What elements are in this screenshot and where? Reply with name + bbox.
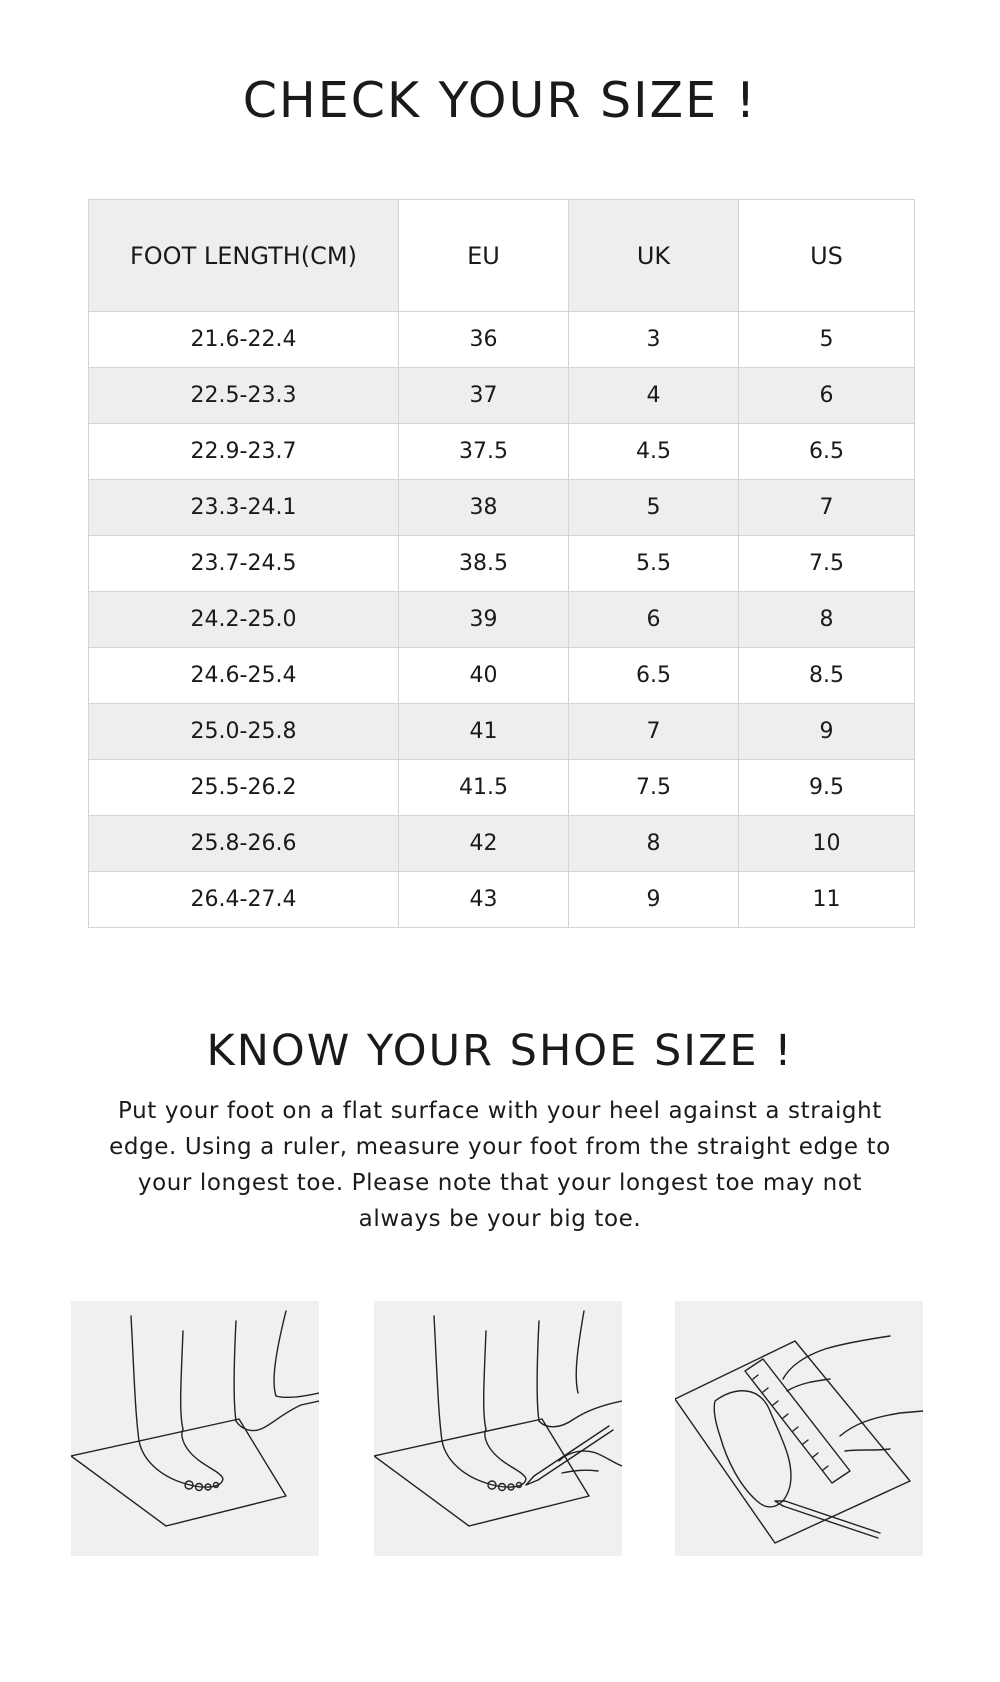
- table-row: [89, 312, 915, 368]
- cell-eu: 37.5: [399, 424, 569, 480]
- cell-foot-length: 21.6-22.4: [89, 312, 399, 368]
- header-foot-length: FOOT LENGTH(CM): [89, 200, 399, 312]
- cell-eu: 40: [399, 648, 569, 704]
- cell-us: 9: [739, 704, 915, 760]
- header-us: US: [739, 200, 915, 312]
- cell-eu: 43: [399, 872, 569, 928]
- cell-foot-length: 24.6-25.4: [89, 648, 399, 704]
- cell-eu: 42: [399, 816, 569, 872]
- feet-on-paper-icon: [71, 1301, 319, 1556]
- cell-us: 8.5: [739, 648, 915, 704]
- cell-eu: 36: [399, 312, 569, 368]
- cell-uk: 9: [569, 872, 739, 928]
- cell-foot-length: 26.4-27.4: [89, 872, 399, 928]
- cell-foot-length: 25.8-26.6: [89, 816, 399, 872]
- guide-title: KNOW YOUR SHOE SIZE !: [206, 1026, 794, 1076]
- cell-us: 11: [739, 872, 915, 928]
- cell-us: 9.5: [739, 760, 915, 816]
- cell-eu: 37: [399, 368, 569, 424]
- cell-eu: 38.5: [399, 536, 569, 592]
- cell-eu: 38: [399, 480, 569, 536]
- cell-uk: 4.5: [569, 424, 739, 480]
- cell-us: 8: [739, 592, 915, 648]
- table-row: [89, 592, 915, 648]
- table-row: [89, 760, 915, 816]
- cell-uk: 4: [569, 368, 739, 424]
- table-row: [89, 536, 915, 592]
- cell-foot-length: 22.5-23.3: [89, 368, 399, 424]
- table-row: [89, 648, 915, 704]
- cell-eu: 41.5: [399, 760, 569, 816]
- header-uk: UK: [569, 200, 739, 312]
- cell-foot-length: 23.7-24.5: [89, 536, 399, 592]
- cell-uk: 3: [569, 312, 739, 368]
- size-chart-title: CHECK YOUR SIZE !: [242, 72, 758, 129]
- guide-description: Put your foot on a flat surface with your heel against a straight edge. Using a ruler, measure your foot from the straight edge to your longest toe. Please note that your longest toe may not always be your big toe.: [109, 1098, 891, 1232]
- size-chart-body: [89, 312, 915, 928]
- cell-foot-length: 23.3-24.1: [89, 480, 399, 536]
- cell-foot-length: 22.9-23.7: [89, 424, 399, 480]
- header-eu: EU: [399, 200, 569, 312]
- cell-us: 7: [739, 480, 915, 536]
- cell-eu: 39: [399, 592, 569, 648]
- cell-us: 5: [739, 312, 915, 368]
- cell-foot-length: 25.0-25.8: [89, 704, 399, 760]
- table-row: [89, 872, 915, 928]
- cell-us: 10: [739, 816, 915, 872]
- cell-foot-length: 24.2-25.0: [89, 592, 399, 648]
- table-row: [89, 816, 915, 872]
- table-header-row: [89, 200, 915, 312]
- cell-us: 7.5: [739, 536, 915, 592]
- cell-uk: 5: [569, 480, 739, 536]
- table-row: [89, 368, 915, 424]
- size-chart-table: [88, 199, 915, 928]
- cell-eu: 41: [399, 704, 569, 760]
- cell-uk: 5.5: [569, 536, 739, 592]
- table-row: [89, 704, 915, 760]
- cell-uk: 8: [569, 816, 739, 872]
- cell-foot-length: 25.5-26.2: [89, 760, 399, 816]
- cell-uk: 7.5: [569, 760, 739, 816]
- table-row: [89, 424, 915, 480]
- ruler-measuring-icon: [675, 1301, 923, 1556]
- cell-uk: 6.5: [569, 648, 739, 704]
- tracing-foot-icon: [374, 1301, 622, 1556]
- cell-uk: 6: [569, 592, 739, 648]
- cell-us: 6: [739, 368, 915, 424]
- cell-uk: 7: [569, 704, 739, 760]
- cell-us: 6.5: [739, 424, 915, 480]
- table-row: [89, 480, 915, 536]
